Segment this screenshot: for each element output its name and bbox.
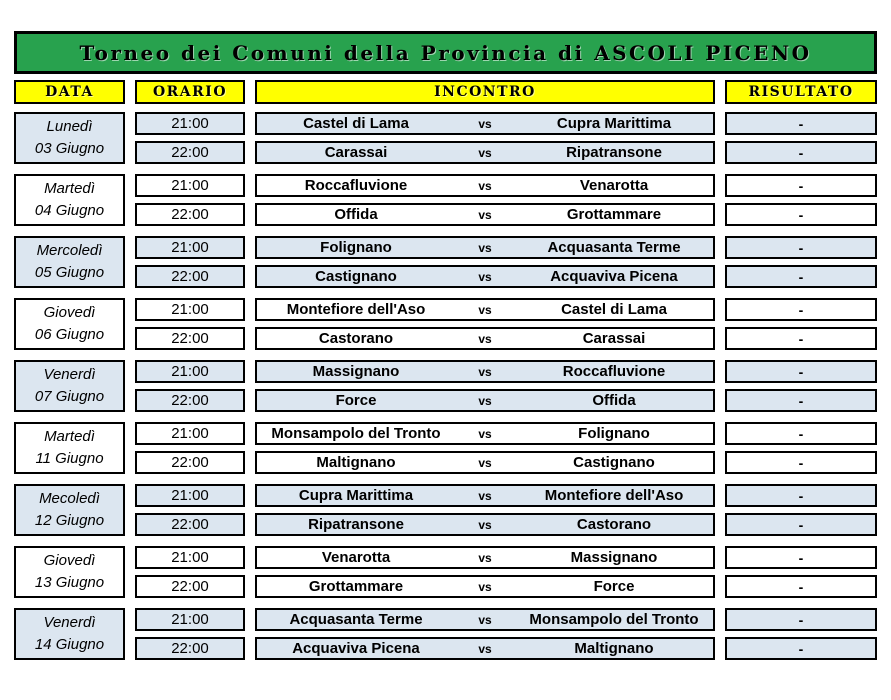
vs-label: vs [478,488,492,503]
title-banner [14,31,877,74]
day-group [14,298,877,350]
result-cell: - [725,360,877,383]
vs-label: vs [478,302,492,317]
tournament-schedule [14,31,877,670]
match-cell [255,141,715,164]
vs-label: vs [478,641,492,656]
match-rows [135,546,877,598]
match-cell [255,422,715,445]
match-rows [135,360,877,412]
date-cell [14,546,125,598]
time-cell: 21:00 [135,546,245,569]
match-cell [255,575,715,598]
result-cell: - [725,236,877,259]
match-cell [255,637,715,660]
vs-label: vs [478,331,492,346]
match-rows [135,484,877,536]
day-date: 03 Giugno [34,140,105,157]
time-cell: 21:00 [135,236,245,259]
match-row [135,422,877,445]
table-header-row [14,80,877,104]
day-group [14,112,877,164]
time-cell: 22:00 [135,637,245,660]
home-team: Montefiore dell'Aso [286,301,426,318]
match-row [135,265,877,288]
date-cell [14,422,125,474]
match-row [135,451,877,474]
time-cell: 21:00 [135,298,245,321]
vs-label: vs [478,116,492,131]
home-team: Acquaviva Picena [292,640,420,657]
match-row [135,112,877,135]
day-name: Mecoledì [39,490,100,508]
match-cell [255,484,715,507]
vs-label: vs [478,145,492,160]
result-cell: - [725,327,877,350]
time-cell: 21:00 [135,112,245,135]
match-cell [255,298,715,321]
date-cell [14,174,125,226]
away-team: Maltignano [574,640,654,657]
day-name: Venerdì [43,614,96,632]
vs-label: vs [478,207,492,222]
match-row [135,203,877,226]
home-team: Folignano [320,239,392,256]
date-cell [14,484,125,536]
result-cell: - [725,575,877,598]
day-date: 11 Giugno [35,450,104,467]
home-team: Acquasanta Terme [289,611,423,628]
home-team: Cupra Marittima [298,487,414,504]
day-group [14,236,877,288]
match-row [135,360,877,383]
match-cell [255,112,715,135]
vs-label: vs [478,579,492,594]
vs-label: vs [478,393,492,408]
match-cell [255,327,715,350]
match-row [135,389,877,412]
match-cell [255,513,715,536]
match-row [135,637,877,660]
away-team: Venarotta [579,177,649,194]
time-cell: 22:00 [135,575,245,598]
day-date: 13 Giugno [34,574,105,591]
away-team: Folignano [578,425,650,442]
home-team: Venarotta [321,549,391,566]
home-team: Offida [334,206,378,223]
away-team: Castel di Lama [561,301,667,318]
match-cell [255,608,715,631]
home-team: Maltignano [316,454,396,471]
home-team: Monsampolo del Tronto [271,425,441,442]
home-team: Ripatransone [308,516,404,533]
match-cell [255,389,715,412]
vs-label: vs [478,426,492,441]
date-cell [14,298,125,350]
result-cell: - [725,608,877,631]
away-team: Force [593,578,635,595]
away-team: Ripatransone [566,144,662,161]
column-header-risultato: RISULTATO [725,80,877,104]
away-team: Massignano [570,549,658,566]
time-cell: 21:00 [135,422,245,445]
vs-label: vs [478,178,492,193]
time-cell: 22:00 [135,451,245,474]
home-team: Castel di Lama [303,115,409,132]
time-cell: 22:00 [135,203,245,226]
match-row [135,608,877,631]
result-cell: - [725,174,877,197]
away-team: Cupra Marittima [556,115,672,132]
date-cell [14,112,125,164]
home-team: Carassai [324,144,388,161]
day-date: 04 Giugno [34,202,105,219]
day-date: 14 Giugno [34,636,105,653]
day-name: Lunedì [46,118,93,136]
day-group [14,484,877,536]
away-team: Montefiore dell'Aso [544,487,684,504]
match-cell [255,360,715,383]
date-cell [14,236,125,288]
result-cell: - [725,637,877,660]
match-row [135,575,877,598]
time-cell: 21:00 [135,174,245,197]
match-row [135,298,877,321]
day-name: Giovedì [43,552,96,570]
home-team: Castignano [315,268,397,285]
day-name: Martedì [44,428,95,446]
away-team: Acquaviva Picena [550,268,678,285]
match-rows [135,236,877,288]
column-header-data: DATA [14,80,125,104]
match-row [135,236,877,259]
day-group [14,608,877,660]
time-cell: 22:00 [135,141,245,164]
day-date: 07 Giugno [34,388,105,405]
vs-label: vs [478,612,492,627]
result-cell: - [725,298,877,321]
match-cell [255,546,715,569]
match-row [135,141,877,164]
column-header-orario: ORARIO [135,80,245,104]
result-cell: - [725,265,877,288]
away-team: Offida [592,392,636,409]
result-cell: - [725,203,877,226]
match-rows [135,608,877,660]
day-name: Martedì [44,180,95,198]
time-cell: 22:00 [135,265,245,288]
vs-label: vs [478,240,492,255]
time-cell: 21:00 [135,484,245,507]
home-team: Massignano [312,363,400,380]
match-row [135,174,877,197]
result-cell: - [725,389,877,412]
day-date: 12 Giugno [34,512,105,529]
time-cell: 21:00 [135,360,245,383]
away-team: Castorano [576,516,652,533]
vs-label: vs [478,550,492,565]
date-cell [14,360,125,412]
match-row [135,546,877,569]
match-row [135,513,877,536]
vs-label: vs [478,269,492,284]
result-cell: - [725,546,877,569]
time-cell: 22:00 [135,513,245,536]
vs-label: vs [478,517,492,532]
match-cell [255,236,715,259]
result-cell: - [725,112,877,135]
away-team: Monsampolo del Tronto [529,611,699,628]
away-team: Castignano [573,454,655,471]
day-date: 06 Giugno [34,326,105,343]
away-team: Carassai [582,330,646,347]
result-cell: - [725,484,877,507]
day-group [14,174,877,226]
match-rows [135,298,877,350]
home-team: Castorano [318,330,394,347]
away-team: Roccafluvione [562,363,666,380]
result-cell: - [725,451,877,474]
day-name: Giovedì [43,304,96,322]
result-cell: - [725,513,877,536]
home-team: Grottammare [308,578,404,595]
column-header-incontro: INCONTRO [255,80,715,104]
match-cell [255,451,715,474]
match-row [135,327,877,350]
time-cell: 21:00 [135,608,245,631]
home-team: Force [335,392,377,409]
schedule-groups [14,112,877,660]
home-team: Roccafluvione [304,177,408,194]
day-group [14,422,877,474]
date-cell [14,608,125,660]
result-cell: - [725,422,877,445]
match-row [135,484,877,507]
vs-label: vs [478,364,492,379]
day-group [14,546,877,598]
away-team: Grottammare [566,206,662,223]
match-rows [135,174,877,226]
match-cell [255,265,715,288]
match-cell [255,203,715,226]
day-date: 05 Giugno [34,264,105,281]
page-title: Torneo dei Comuni della Provincia di ASCOLI PICENO [79,40,812,65]
day-name: Venerdì [43,366,96,384]
time-cell: 22:00 [135,327,245,350]
day-group [14,360,877,412]
time-cell: 22:00 [135,389,245,412]
day-name: Mercoledì [36,242,103,260]
match-rows [135,422,877,474]
away-team: Acquasanta Terme [547,239,681,256]
match-rows [135,112,877,164]
result-cell: - [725,141,877,164]
match-cell [255,174,715,197]
vs-label: vs [478,455,492,470]
